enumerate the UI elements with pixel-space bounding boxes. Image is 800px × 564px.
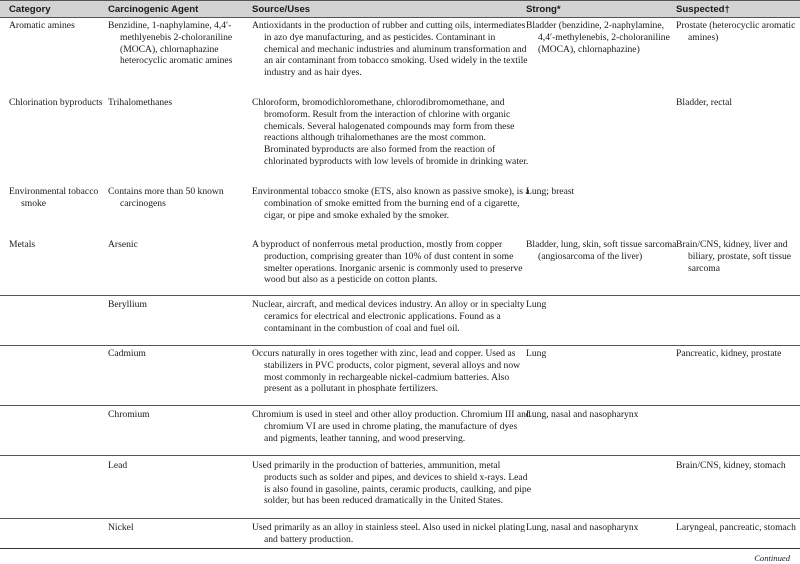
cell-agent: Cadmium: [108, 348, 146, 359]
cell-agent: Beryllium: [108, 299, 147, 310]
row-divider: [0, 295, 800, 296]
row-divider: [0, 345, 800, 346]
cell-source: Environmental tobacco smoke (ETS, also known as passive smoke), is a combination of smoke emitted from the burning end of a cigarette, cigar, or pipe and smoke exhaled by the smoker.: [252, 186, 530, 221]
header-source-uses: Source/Uses: [252, 4, 311, 15]
cell-strong: Lung, nasal and nasopharynx: [526, 409, 639, 420]
cell-agent: Nickel: [108, 522, 134, 533]
cell-source: Used primarily in the production of batteries, ammunition, metal products such as solder and pipes, and devices to shield x-rays. Lead is also found in gasoline, paints, ceramic products, caulking, and pipe solder, but has been reduced dramatically in the United States.: [252, 460, 531, 507]
cell-agent: Arsenic: [108, 239, 138, 250]
cell-strong: Lung, nasal and nasopharynx: [526, 522, 639, 533]
cell-category: Environmental tobacco smoke: [9, 186, 99, 209]
cell-strong: Lung; breast: [526, 186, 575, 197]
cell-suspected: Brain/CNS, kidney, stomach: [676, 460, 786, 471]
cell-source: Used primarily as an alloy in stainless steel. Also used in nickel plating and battery production.: [252, 522, 526, 545]
cell-agent: Contains more than 50 known carcinogens: [108, 186, 224, 209]
row-divider: [0, 405, 800, 406]
cell-agent: Chromium: [108, 409, 150, 420]
table-bottom-rule: [0, 548, 800, 549]
cell-strong: Bladder (benzidine, 2-naphylamine, 4,4′-methylenebis, 2-choloraniline (MOCA), chlornaphazine): [526, 20, 670, 55]
header-category: Category: [9, 4, 51, 15]
cell-source: Antioxidants in the production of rubber and cutting oils, intermediates in azo dye manufacturing, and as pesticides. Contaminant in chemical and mechanic industries and aluminum transformation and an air contaminant from tobacco smoking. Used widely in the textile industry and as hair dyes.: [252, 20, 528, 79]
cell-suspected: Prostate (heterocyclic aromatic amines): [676, 20, 796, 43]
cell-source: Chloroform, bromodichloromethane, chlorodibromomethane, and bromoform. Result from the interaction of chlorine with organic chemicals. Several halogenated compounds may form from these reactions although trihalomethanes are the most common. Brominated byproducts are also formed from the reaction of chlorinated byproducts with low levels of bromide in drinking water.: [252, 97, 529, 167]
row-divider: [0, 518, 800, 519]
header-strong: Strong*: [526, 4, 561, 15]
cell-source: Nuclear, aircraft, and medical devices industry. An alloy or in specialty ceramics for electrical and electronic applications. Found as a contaminant in the combustion of coal and fuel oil.: [252, 299, 525, 334]
cell-category: Aromatic amines: [9, 20, 75, 31]
table-header: [0, 0, 800, 18]
header-suspected: Suspected†: [676, 4, 730, 15]
cell-source: A byproduct of nonferrous metal production, mostly from copper production, comprising greater than 10% of dust content in some smelter operations. Inorganic arsenic is commonly used to preserve wood but also as a pesticide on cotton plants.: [252, 239, 523, 286]
cell-category: Metals: [9, 239, 36, 250]
header-carcinogenic-agent: Carcinogenic Agent: [108, 4, 199, 15]
cell-agent: Lead: [108, 460, 128, 471]
cell-strong: Lung: [526, 348, 547, 359]
cell-suspected: Pancreatic, kidney, prostate: [676, 348, 782, 359]
continued-note: Continued: [754, 553, 790, 563]
row-divider: [0, 455, 800, 456]
cell-source: Occurs naturally in ores together with zinc, lead and copper. Used as stabilizers in PVC products, color pigment, several alloys and now most commonly in rechargeable nickel-cadmium batteries. Also present as a pollutant in phosphate fertilizers.: [252, 348, 521, 395]
cell-category: Chlorination byproducts: [9, 97, 103, 108]
cell-suspected: Brain/CNS, kidney, liver and biliary, prostate, soft tissue sarcoma: [676, 239, 792, 274]
cell-agent: Benzidine, 1-naphylamine, 4,4′-methlyenebis 2-choloraniline (MOCA), chlornaphazine heterocyclic aromatic amines: [108, 20, 233, 67]
cell-agent: Trihalomethanes: [108, 97, 173, 108]
cell-strong: Lung: [526, 299, 547, 310]
cell-suspected: Bladder, rectal: [676, 97, 733, 108]
cell-suspected: Laryngeal, pancreatic, stomach: [676, 522, 796, 533]
cell-strong: Bladder, lung, skin, soft tissue sarcoma (angiosarcoma of the liver): [526, 239, 677, 262]
cell-source: Chromium is used in steel and other alloy production. Chromium III and chromium VI are used in chrome plating, the manufacture of dyes and pigments, leather tanning, and wood preserving.: [252, 409, 531, 444]
